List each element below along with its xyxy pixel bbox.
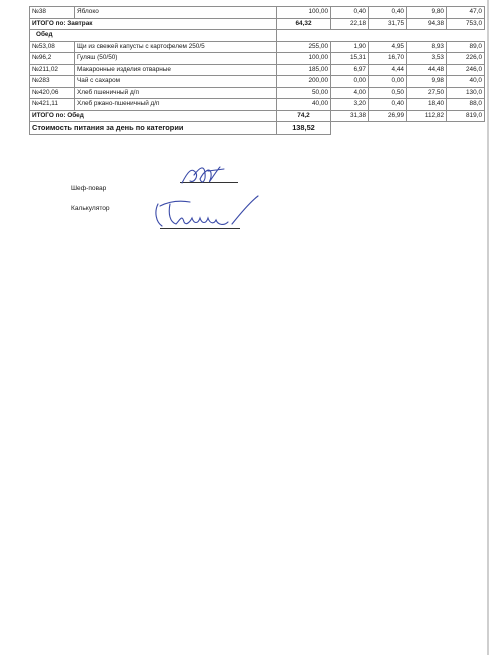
total-weight: 64,32 — [277, 18, 331, 30]
energy-value: 40,0 — [447, 76, 485, 88]
fat-value: 16,70 — [369, 53, 407, 65]
total-label: ИТОГО по: Обед — [30, 110, 277, 122]
portion-weight: 185,00 — [277, 64, 331, 76]
fat-value: 4,95 — [369, 41, 407, 53]
portion-weight: 100,00 — [277, 53, 331, 65]
carbs-value: 3,53 — [407, 53, 447, 65]
dish-code: №211,02 — [30, 64, 75, 76]
dish-name: Гуляш (50/50) — [75, 53, 277, 65]
portion-weight: 200,00 — [277, 76, 331, 88]
chef-signature — [178, 163, 238, 189]
portion-weight: 255,00 — [277, 41, 331, 53]
dish-code: №53,08 — [30, 41, 75, 53]
table-row — [30, 53, 485, 65]
total-carbs: 112,82 — [407, 110, 447, 122]
energy-value: 246,0 — [447, 64, 485, 76]
energy-value: 130,0 — [447, 87, 485, 99]
total-protein: 22,18 — [331, 18, 369, 30]
table-row — [30, 64, 485, 76]
energy-value: 47,0 — [447, 7, 485, 19]
dish-name: Чай с сахаром — [75, 76, 277, 88]
dish-name: Хлеб пшеничный д/п — [75, 87, 277, 99]
total-label: ИТОГО по: Завтрак — [30, 18, 277, 30]
total-weight: 74,2 — [277, 110, 331, 122]
dish-code: №420,06 — [30, 87, 75, 99]
total-carbs: 94,38 — [407, 18, 447, 30]
energy-value: 226,0 — [447, 53, 485, 65]
table-row — [30, 87, 485, 99]
protein-value: 6,97 — [331, 64, 369, 76]
daily-cost-label: Стоимость питания за день по категории — [30, 122, 277, 135]
fat-value: 0,50 — [369, 87, 407, 99]
protein-value: 3,20 — [331, 99, 369, 111]
carbs-value: 27,50 — [407, 87, 447, 99]
dish-name: Щи из свежей капусты с картофелем 250/5 — [75, 41, 277, 53]
dish-code: №421,11 — [30, 99, 75, 111]
fat-value: 0,40 — [369, 7, 407, 19]
table-row — [30, 7, 485, 19]
table-row — [30, 76, 485, 88]
protein-value: 4,00 — [331, 87, 369, 99]
total-protein: 31,38 — [331, 110, 369, 122]
dish-code: №283 — [30, 76, 75, 88]
dish-name: Хлеб ржано-пшеничный д/п — [75, 99, 277, 111]
dish-code: №96,2 — [30, 53, 75, 65]
protein-value: 15,31 — [331, 53, 369, 65]
carbs-value: 9,80 — [407, 7, 447, 19]
total-row-lunch — [30, 110, 485, 122]
total-energy: 753,0 — [447, 18, 485, 30]
section-row-lunch — [30, 30, 485, 42]
chef-label: Шеф-повар — [71, 185, 107, 192]
total-fat: 31,75 — [369, 18, 407, 30]
total-energy: 819,0 — [447, 110, 485, 122]
protein-value: 1,90 — [331, 41, 369, 53]
carbs-value: 8,93 — [407, 41, 447, 53]
fat-value: 0,40 — [369, 99, 407, 111]
portion-weight: 50,00 — [277, 87, 331, 99]
total-fat: 26,99 — [369, 110, 407, 122]
section-spacer — [277, 30, 485, 42]
dish-name: Макаронные изделия отварные — [75, 64, 277, 76]
portion-weight: 100,00 — [277, 7, 331, 19]
menu-table — [29, 6, 485, 135]
daily-cost-row — [30, 122, 485, 135]
protein-value: 0,00 — [331, 76, 369, 88]
table-row — [30, 41, 485, 53]
fat-value: 0,00 — [369, 76, 407, 88]
carbs-value: 18,40 — [407, 99, 447, 111]
protein-value: 0,40 — [331, 7, 369, 19]
daily-cost-spacer — [331, 122, 485, 135]
daily-cost-value: 138,52 — [277, 122, 331, 135]
dish-name: Яблоко — [75, 7, 277, 19]
energy-value: 88,0 — [447, 99, 485, 111]
calculator-signature — [150, 192, 262, 232]
table-row — [30, 99, 485, 111]
total-row-breakfast — [30, 18, 485, 30]
calculator-label: Калькулятор — [71, 205, 110, 212]
dish-code: №38 — [30, 7, 75, 19]
carbs-value: 9,98 — [407, 76, 447, 88]
section-label: Обед — [30, 30, 277, 42]
carbs-value: 44,48 — [407, 64, 447, 76]
fat-value: 4,44 — [369, 64, 407, 76]
energy-value: 89,0 — [447, 41, 485, 53]
portion-weight: 40,00 — [277, 99, 331, 111]
